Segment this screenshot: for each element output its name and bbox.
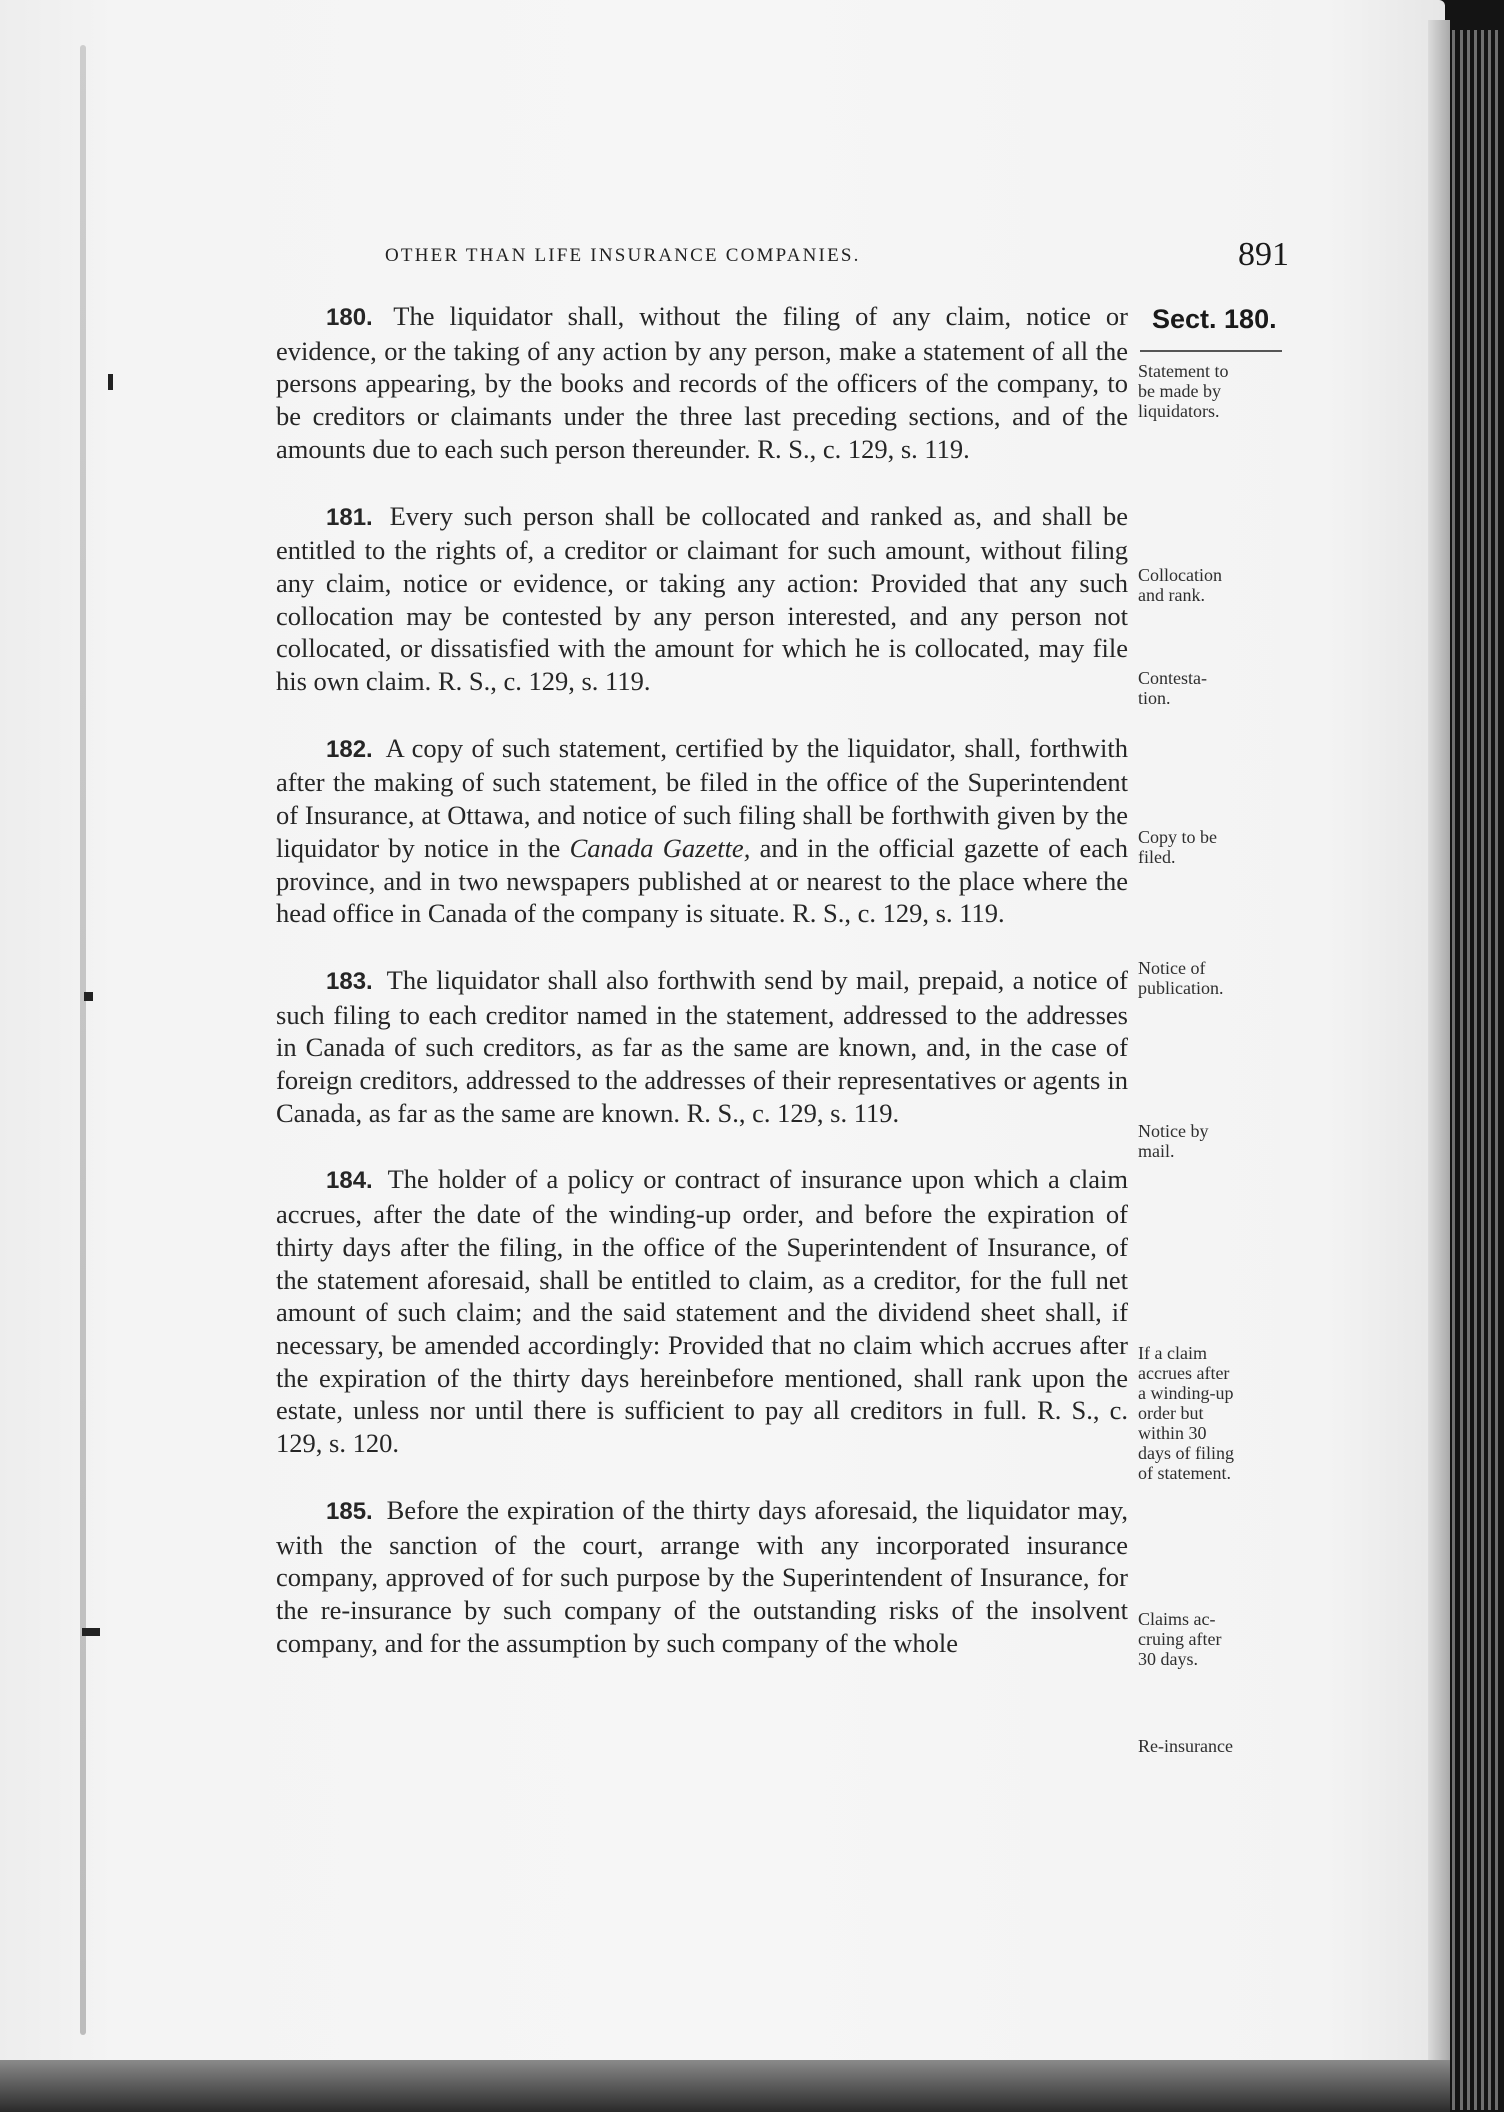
scan-speck	[84, 992, 93, 1001]
margin-note: Claims ac- cruing after 30 days.	[1138, 1609, 1222, 1669]
section-number: 181.	[326, 503, 373, 531]
section-text: Every such person shall be collocated and ranked as, and shall be entitled to the rights of, a creditor or claimant for such amount, without filing any claim, notice or evidence, or taking any action: Provided that any such collocation may be contested by any person interested, and any person not collocated, or dissatisfied with the amount for which he is collocated, may file his own claim.	[276, 500, 1128, 697]
section-number: 182.	[326, 735, 373, 763]
statute-body	[276, 300, 1128, 1693]
section-183	[276, 964, 1128, 1130]
page-edges	[1450, 30, 1504, 2110]
section-citation: R. S., c. 129, s. 119.	[437, 666, 651, 697]
scan-speck	[82, 1628, 100, 1636]
gazette-title: Canada Gazette,	[569, 832, 751, 863]
running-head: OTHER THAN LIFE INSURANCE COMPANIES.	[385, 245, 861, 266]
margin-note: Notice of publication.	[1138, 958, 1224, 998]
section-citation: R. S., c. 129, s. 120.	[276, 1395, 1129, 1459]
scan-speck	[108, 374, 113, 390]
section-citation: R. S., c. 129, s. 119.	[686, 1097, 900, 1128]
bottom-shadow	[0, 2060, 1450, 2112]
section-number: 183.	[326, 967, 373, 995]
margin-note: If a claim accrues after a winding-up order but within 30 days of filing of statement.	[1138, 1343, 1234, 1483]
section-citation: R. S., c. 129, s. 119.	[792, 898, 1005, 929]
section-185	[276, 1494, 1128, 1660]
margin-note: Statement to be made by liquidators.	[1138, 361, 1229, 421]
section-text: The liquidator shall also forthwith send by mail, prepaid, a notice of such filing to each creditor named in the statement, addressed to the addresses in Canada of such creditors, as far as the same are known, and, in the case of foreign creditors, addressed to the addresses of their representatives or agents in Canada, as far as the same are known.	[276, 964, 1128, 1128]
section-text-continued: and in the official gazette of each province, and in two newspapers published at or nearest to the place where the head office in Canada of the company is situate.	[276, 832, 1129, 929]
section-marker: Sect. 180.	[1152, 304, 1277, 334]
section-citation: R. S., c. 129, s. 119.	[757, 433, 970, 464]
section-182	[276, 732, 1128, 930]
margin-note: Copy to be filed.	[1138, 827, 1217, 867]
page-number: 891	[1238, 236, 1289, 273]
binding-shadow	[80, 45, 86, 2035]
margin-note: Collocation and rank.	[1138, 565, 1222, 605]
section-181	[276, 500, 1128, 698]
section-text: The holder of a policy or contract of insurance upon which a claim accrues, after the date of the winding-up order, and before the expiration of thirty days after the filing, in the office of the Superintendent of Insurance, of the statement aforesaid, shall be entitled to claim, as a creditor, for the full net amount of such claim; and the said statement and the dividend sheet shall, if necessary, be amended accordingly: Provided that no claim which accrues after the expiration of the thirty days hereinbefore mentioned, shall rank upon the estate, unless nor until there is sufficient to pay all creditors in full.	[276, 1164, 1128, 1426]
page-curl-shadow	[1428, 20, 1450, 2060]
section-marker-rule	[1140, 350, 1282, 352]
margin-note: Contesta- tion.	[1138, 668, 1207, 708]
section-text: The liquidator shall, without the filing of any claim, notice or evidence, or the taking of any action by any person, make a statement of all the persons appearing, by the books and records of the officers of the company, to be creditors or claimants under the three last preceding sections, and of the amounts due to each such person thereunder.	[276, 301, 1128, 464]
margin-note: Re-insurance	[1138, 1736, 1233, 1756]
section-text: A copy of such statement, certified by the liquidator, shall, forthwith after the making of such statement, be filed in the office of the Superintendent of Insurance, at Ottawa, and notice of such filing shall be forthwith given by the liquidator by notice in the	[276, 732, 1128, 863]
section-number: 184.	[326, 1167, 373, 1195]
section-number: 185.	[326, 1497, 373, 1525]
margin-note: Notice by mail.	[1138, 1121, 1209, 1161]
section-number: 180.	[326, 304, 373, 331]
section-text: Before the expiration of the thirty days aforesaid, the liquidator may, with the sanction of the court, arrange with any incorporated insurance company, approved of for such purpose by the Superintendent of Insurance, for the re-insurance by such company of the outstanding risks of the insolvent company, and for the assumption by such company of the whole	[276, 1494, 1128, 1658]
section-180	[276, 300, 1128, 466]
section-184	[276, 1163, 1128, 1459]
